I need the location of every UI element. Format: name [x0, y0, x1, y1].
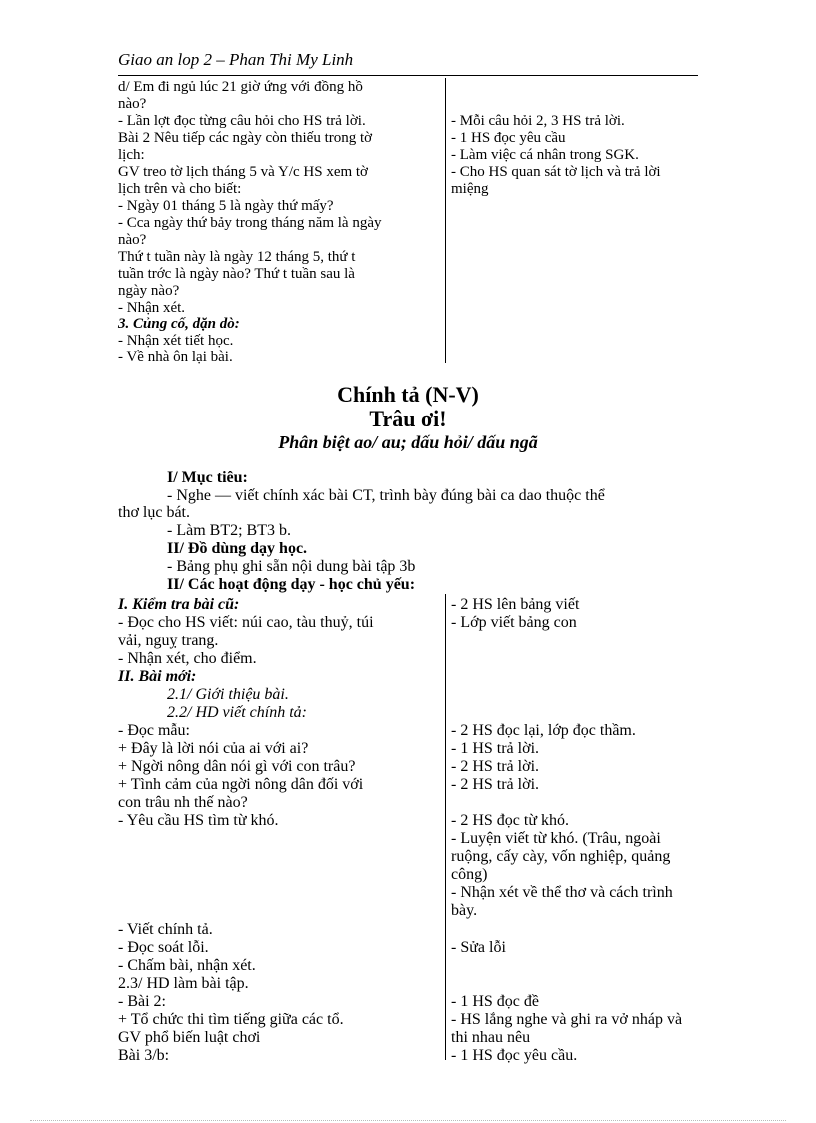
- table2-left-line: - Chấm bài, nhận xét.: [118, 957, 256, 974]
- lesson-subtitle: Trâu ơi!: [369, 406, 447, 431]
- table2-right-line: - 2 HS đọc từ khó.: [451, 812, 569, 829]
- objectives-heading: I/ Mục tiêu:: [167, 469, 248, 486]
- table1-left-line: ngày nào?: [118, 283, 180, 299]
- table1-right-line: - Mỗi câu hỏi 2, 3 HS trả lời.: [451, 113, 625, 129]
- table1-left-line: lịch trên và cho biết:: [118, 181, 242, 197]
- page-bottom-edge: [30, 1120, 786, 1121]
- table2-left-line: - Bài 2:: [118, 993, 166, 1010]
- table1-left-line: - Ngày 01 tháng 5 là ngày thứ mấy?: [118, 198, 334, 214]
- table2-left-line: - Nhận xét, cho điểm.: [118, 650, 257, 667]
- table1-left-line: GV treo tờ lịch tháng 5 và Y/c HS xem tờ: [118, 164, 368, 180]
- table1-left-line: nào?: [118, 232, 147, 248]
- document-header: Giao an lop 2 – Phan Thi My Linh: [118, 50, 354, 69]
- table2-right-line: - 2 HS trả lời.: [451, 758, 540, 775]
- lesson-topic: Phân biệt ao/ au; dấu hỏi/ dấu ngã: [278, 432, 538, 452]
- table2-left-line: + Ngời nông dân nói gì với con trâu?: [118, 758, 356, 775]
- table2-right-line: - HS lắng nghe và ghi ra vở nháp và: [451, 1011, 683, 1028]
- table1-left-line: nào?: [118, 96, 147, 112]
- table1-left-line: - Lần lợt đọc từng câu hỏi cho HS trả lời.: [118, 113, 366, 129]
- table2-left-line: - Đọc soát lỗi.: [118, 939, 209, 956]
- table1-left-line: Bài 2 Nêu tiếp các ngày còn thiếu trong tờ: [118, 130, 373, 146]
- table2-left-line: - Yêu cầu HS tìm từ khó.: [118, 812, 279, 829]
- table1-left-line: d/ Em đi ngủ lúc 21 giờ ứng với đồng hồ: [118, 79, 363, 95]
- table2-right-line: - 2 HS lên bảng viết: [451, 596, 580, 613]
- table2-right-line: công): [451, 866, 488, 883]
- table2-right-line: - 2 HS đọc lại, lớp đọc thầm.: [451, 722, 636, 739]
- table1-divider: [445, 78, 446, 363]
- table2-right-line: - 2 HS trả lời.: [451, 776, 540, 793]
- table2-right-line: - Nhận xét về thể thơ và cách trình: [451, 884, 673, 901]
- table1-left-line: Thứ t tuần này là ngày 12 tháng 5, thứ t: [118, 249, 356, 265]
- table1-right-line: - 1 HS đọc yêu cầu: [451, 130, 566, 146]
- table1-left-line: tuần trớc là ngày nào? Thứ t tuần sau là: [118, 266, 355, 282]
- table2-left-line: + Tình cảm của ngời nông dân đối với: [118, 776, 364, 793]
- section-heading-consolidation: 3. Củng cố, dặn dò:: [118, 316, 240, 332]
- table2-divider: [445, 594, 446, 1060]
- materials-heading: II/ Đồ dùng dạy học.: [167, 540, 308, 557]
- section-heading-review: I. Kiểm tra bài cũ:: [118, 596, 240, 613]
- table2-left-line: vải, nguỵ trang.: [118, 632, 219, 649]
- table2-left-line: + Đây là lời nói của ai với ai?: [118, 740, 309, 757]
- section-heading-new-lesson: II. Bài mới:: [118, 668, 197, 685]
- objective-line: thơ lục bát.: [118, 504, 190, 521]
- header-rule: [118, 75, 698, 76]
- table2-left-line: 2.2/ HD viết chính tả:: [167, 704, 307, 721]
- table1-left-line: - Về nhà ôn lại bài.: [118, 349, 233, 365]
- table1-left-line: - Nhận xét.: [118, 300, 186, 316]
- table2-right-line: - Lớp viết bảng con: [451, 614, 577, 631]
- table2-right-line: thi nhau nêu: [451, 1029, 531, 1046]
- table1-left-line: - Cca ngày thứ bảy trong tháng năm là ngày: [118, 215, 382, 231]
- table2-right-line: - Luyện viết từ khó. (Trâu, ngoài: [451, 830, 661, 847]
- table1-left-line: lịch:: [118, 147, 145, 163]
- table2-right-line: - Sửa lỗi: [451, 939, 506, 956]
- materials-line: - Bảng phụ ghi sẵn nội dung bài tập 3b: [167, 558, 416, 575]
- table1-left-line: - Nhận xét tiết học.: [118, 333, 234, 349]
- table2-right-line: - 1 HS trả lời.: [451, 740, 540, 757]
- table1-right-line: miệng: [451, 181, 489, 197]
- table2-right-line: ruộng, cấy cày, vốn nghiệp, quảng: [451, 848, 671, 865]
- objective-line: - Làm BT2; BT3 b.: [167, 522, 291, 539]
- table2-right-line: - 1 HS đọc đề: [451, 993, 539, 1010]
- table2-left-line: GV phổ biến luật chơi: [118, 1029, 261, 1046]
- table2-left-line: 2.3/ HD làm bài tập.: [118, 975, 249, 992]
- table2-left-line: - Đọc mẫu:: [118, 722, 190, 739]
- objective-line: - Nghe — viết chính xác bài CT, trình bày đúng bài ca dao thuộc thể: [167, 487, 605, 504]
- table2-left-line: - Viết chính tả.: [118, 921, 213, 938]
- lesson-title: Chính tả (N-V): [337, 382, 479, 407]
- table2-left-line: + Tổ chức thi tìm tiếng giữa các tổ.: [118, 1011, 344, 1028]
- table2-right-line: - 1 HS đọc yêu cầu.: [451, 1047, 578, 1064]
- activities-heading: II/ Các hoạt động dạy - học chủ yếu:: [167, 576, 416, 593]
- table2-right-line: bày.: [451, 902, 478, 919]
- table2-left-line: con trâu nh thế nào?: [118, 794, 248, 811]
- table2-left-line: Bài 3/b:: [118, 1047, 170, 1064]
- table1-right-line: - Cho HS quan sát tờ lịch và trả lời: [451, 164, 661, 180]
- table1-right-line: - Làm việc cá nhân trong SGK.: [451, 147, 639, 163]
- table2-left-line: 2.1/ Giới thiệu bài.: [167, 686, 289, 703]
- table2-left-line: - Đọc cho HS viết: núi cao, tàu thuỷ, túi: [118, 614, 374, 631]
